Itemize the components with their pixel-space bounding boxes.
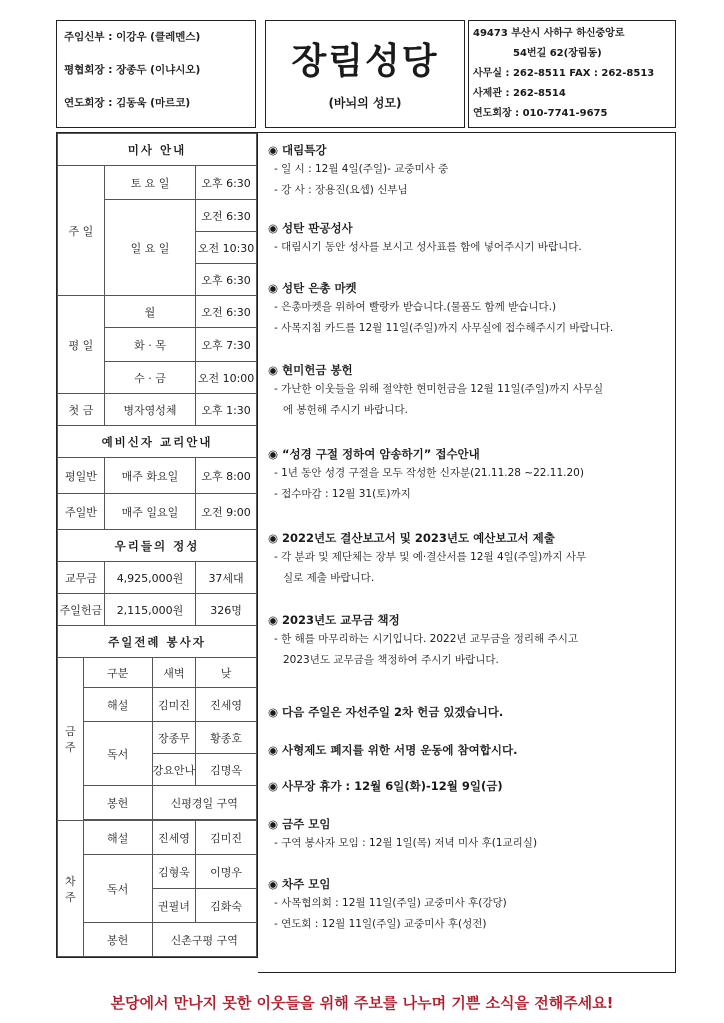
- notice-item: [268, 777, 670, 795]
- offering-label: 주일헌금: [58, 594, 105, 626]
- notice-line: - 은총마켓을 위하여 빨랑카 받습니다.(물품도 함께 받습니다.): [274, 301, 557, 313]
- notice-title: 대림특강: [282, 143, 327, 157]
- notice-item: [268, 141, 670, 201]
- notice-line: 실로 제출 바랍니다.: [283, 572, 375, 584]
- servers-heading: 주일전례 봉사자: [58, 626, 257, 658]
- commentary-dawn: 진세영: [152, 821, 196, 855]
- col-kind: 구분: [83, 658, 152, 688]
- notice-title: 사형제도 폐지를 위한 서명 운동에 참여합시다.: [282, 743, 518, 757]
- bullet-icon: ◉: [268, 743, 279, 757]
- sunday-class-label: 주일반: [58, 494, 105, 530]
- bullet-icon: ◉: [268, 221, 279, 235]
- commentary-label: 해설: [83, 688, 152, 722]
- notice-item: [268, 219, 670, 258]
- weekday-class-time: 오후 8:00: [196, 458, 257, 494]
- notice-title: 성탄 판공성사: [282, 221, 353, 235]
- notice-line: - 연도회 : 12월 11일(주일) 교중미사 후(성전): [274, 918, 487, 930]
- reading-day: 김명옥: [196, 754, 257, 786]
- notice-line: - 강 사 : 장용진(요셉) 신부님: [274, 184, 408, 196]
- left-column: [56, 132, 258, 958]
- notice-line: 2023년도 교무금을 책정하여 주시기 바랍니다.: [283, 654, 499, 666]
- wed-fri-time: 오전 10:00: [196, 362, 257, 394]
- saturday-time: 오후 6:30: [196, 166, 257, 200]
- header: [56, 20, 676, 128]
- notice-item: [268, 361, 670, 421]
- notice-item: [268, 445, 670, 505]
- notice-title: 성탄 은총 마켓: [282, 281, 357, 295]
- monday-label: 월: [104, 296, 195, 328]
- reading-dawn: 강요안나: [152, 754, 196, 786]
- commentary-label: 해설: [83, 821, 152, 855]
- weekday-label: 평 일: [58, 296, 105, 394]
- wed-fri-label: 수 · 금: [104, 362, 195, 394]
- address-line-2: 54번길 62(장림동): [513, 48, 602, 59]
- rectory-phone: 사제관 : 262-8514: [473, 88, 566, 99]
- offering-amount: 4,925,000원: [104, 562, 195, 594]
- offering-count: 37세대: [196, 562, 257, 594]
- first-friday-time: 오후 1:30: [196, 394, 257, 426]
- notice-item: [268, 611, 670, 671]
- col-day: 낮: [196, 658, 257, 688]
- info-table: [57, 133, 257, 957]
- notice-line: - 가난한 이웃들을 위해 절약한 현미헌금을 12월 11일(주일)까지 사무실: [274, 383, 604, 395]
- contact-box: [468, 20, 676, 128]
- bullet-icon: ◉: [268, 779, 279, 793]
- reading-label: 독서: [83, 855, 152, 923]
- footer-message: 본당에서 만나지 못한 이웃들을 위해 주보를 나누며 기쁜 소식을 전해주세요!: [110, 994, 614, 1012]
- sunday-time-3: 오후 6:30: [196, 264, 257, 296]
- address-line-1: 49473 부산시 사하구 하신중앙로: [473, 28, 625, 39]
- pastor-line: 주임신부 : 이강우 (클레멘스): [64, 31, 201, 43]
- sunday-time-2: 오전 10:30: [196, 232, 257, 264]
- notice-line: - 접수마감 : 12월 31(토)까지: [274, 488, 411, 500]
- notice-title: 현미헌금 봉헌: [282, 363, 353, 377]
- col-dawn: 새벽: [152, 658, 196, 688]
- tue-thu-label: 화 · 목: [104, 328, 195, 362]
- tue-thu-time: 오후 7:30: [196, 328, 257, 362]
- notice-title: 2022년도 결산보고서 및 2023년도 예산보고서 제출: [282, 531, 555, 545]
- first-friday-label: 첫 금: [58, 394, 105, 426]
- notice-line: - 각 분과 및 제단체는 장부 및 예·결산서를 12월 4일(주일)까지 사무: [274, 551, 587, 563]
- title-box: [265, 20, 465, 128]
- offering-heading: 우리들의 정성: [58, 530, 257, 562]
- bullet-icon: ◉: [268, 817, 279, 831]
- sunday-class-day: 매주 일요일: [104, 494, 195, 530]
- parish-subtitle: (바뇌의 성모): [328, 96, 402, 110]
- commentary-day: 진세영: [196, 688, 257, 722]
- notice-item: [268, 279, 670, 339]
- reading-day: 황종호: [196, 722, 257, 754]
- reading-dawn: 장종무: [152, 722, 196, 754]
- notice-line: - 사목지침 카드를 12월 11일(주일)까지 사무실에 접수해주시기 바랍니다.: [274, 322, 614, 334]
- monday-time: 오전 6:30: [196, 296, 257, 328]
- saturday-label: 토 요 일: [104, 166, 195, 200]
- next-week-label: 차 주: [58, 821, 84, 957]
- commentary-dawn: 김미진: [152, 688, 196, 722]
- notice-title: 금주 모임: [282, 817, 331, 831]
- reading-day: 이명우: [196, 855, 257, 889]
- offertory-label: 봉헌: [83, 786, 152, 820]
- notice-line: - 구역 봉사자 모임 : 12월 1일(목) 저녁 미사 후(1교리실): [274, 837, 538, 849]
- parish-title: 장림성당: [291, 41, 439, 82]
- mass-heading: 미사 안내: [58, 134, 257, 166]
- weekday-class-day: 매주 화요일: [104, 458, 195, 494]
- notice-item: [268, 703, 670, 721]
- offering-amount: 2,115,000원: [104, 594, 195, 626]
- notice-title: 차주 모임: [282, 877, 331, 891]
- bullet-icon: ◉: [268, 877, 279, 891]
- office-phone: 사무실 : 262-8511 FAX : 262-8513: [473, 68, 655, 79]
- sunday-day-label: 일 요 일: [104, 200, 195, 296]
- offertory-value: 신평경일 구역: [152, 786, 256, 820]
- offertory-label: 봉헌: [83, 923, 152, 957]
- notice-item: [268, 741, 670, 759]
- first-friday-desc: 병자영성체: [104, 394, 195, 426]
- bullet-icon: ◉: [268, 613, 279, 627]
- weekday-class-label: 평일반: [58, 458, 105, 494]
- notice-title: 다음 주일은 자선주일 2차 헌금 있겠습니다.: [282, 705, 504, 719]
- bullet-icon: ◉: [268, 447, 279, 461]
- bulletin-page: [56, 20, 676, 973]
- notice-item: [268, 875, 670, 935]
- notice-item: [268, 529, 670, 589]
- prayer-president-line: 연도회장 : 김동욱 (마르코): [64, 97, 191, 109]
- notice-line: 에 봉헌해 주시기 바랍니다.: [283, 404, 408, 416]
- council-president-line: 평협회장 : 장종두 (이냐시오): [64, 64, 201, 76]
- catechumen-heading: 예비신자 교리안내: [58, 426, 257, 458]
- clergy-box: [56, 20, 256, 128]
- notice-item: [268, 815, 670, 854]
- notice-title: 사무장 휴가 : 12월 6일(화)-12월 9일(금): [282, 779, 503, 793]
- sunday-time-1: 오전 6:30: [196, 200, 257, 232]
- offering-label: 교무금: [58, 562, 105, 594]
- bullet-icon: ◉: [268, 143, 279, 157]
- notice-title: “성경 구절 정하여 암송하기” 접수안내: [282, 447, 480, 461]
- notice-title: 2023년도 교무금 책정: [282, 613, 400, 627]
- bullet-icon: ◉: [268, 531, 279, 545]
- this-week-label: 금 주: [58, 658, 84, 821]
- right-column: [258, 132, 676, 973]
- bullet-icon: ◉: [268, 281, 279, 295]
- prayer-phone: 연도회장 : 010-7741-9675: [473, 108, 608, 119]
- sunday-class-time: 오전 9:00: [196, 494, 257, 530]
- reading-dawn: 김형욱: [152, 855, 196, 889]
- notice-line: - 1년 동안 성경 구절을 모두 작성한 신자분(21.11.28 ~22.11.20): [274, 467, 584, 479]
- notice-line: - 대림시기 동안 성사를 보시고 성사표를 함에 넣어주시기 바랍니다.: [274, 241, 582, 253]
- reading-dawn: 권필녀: [152, 889, 196, 923]
- commentary-day: 김미진: [196, 821, 257, 855]
- offering-count: 326명: [196, 594, 257, 626]
- notice-line: - 한 해를 마무리하는 시기입니다. 2022년 교무금을 정리해 주시고: [274, 633, 578, 645]
- reading-day: 김화숙: [196, 889, 257, 923]
- notice-line: - 일 시 : 12월 4일(주일)- 교중미사 중: [274, 163, 449, 175]
- reading-label: 독서: [83, 722, 152, 786]
- bullet-icon: ◉: [268, 705, 279, 719]
- offertory-value: 신촌구평 구역: [152, 923, 256, 957]
- bullet-icon: ◉: [268, 363, 279, 377]
- sunday-label: 주 일: [58, 166, 105, 296]
- notice-line: - 사목협의회 : 12월 11일(주일) 교중미사 후(강당): [274, 897, 507, 909]
